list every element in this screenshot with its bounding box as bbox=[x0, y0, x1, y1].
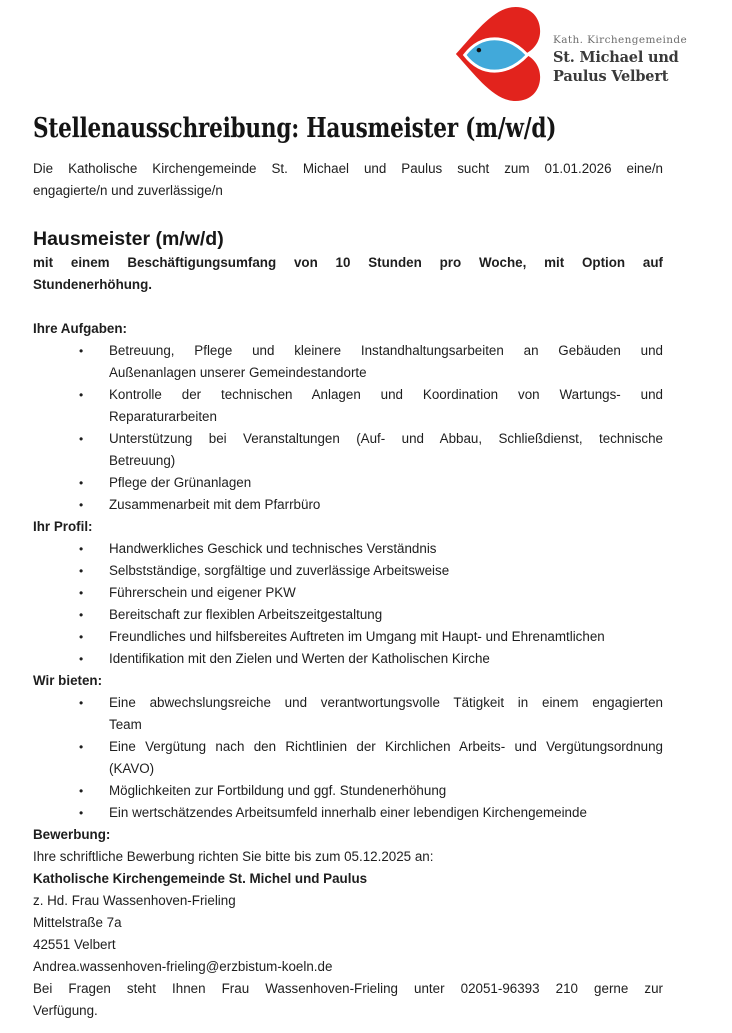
section-heading-profil: Ihr Profil: bbox=[33, 519, 93, 534]
list-item bbox=[33, 538, 663, 560]
contact-note-line-1: Bei Fragen steht Ihnen Frau Wassenhoven-Frieling unter 02051-96393 210 gerne zur bbox=[33, 981, 663, 996]
application-email: Andrea.wassenhoven-frieling@erzbistum-koeln.de bbox=[33, 959, 333, 974]
bullet-icon: • bbox=[79, 784, 84, 798]
list-item-line: Handwerkliches Geschick und technisches Verständnis bbox=[109, 541, 437, 556]
list-item-line: Führerschein und eigener PKW bbox=[109, 585, 296, 600]
application-street: Mittelstraße 7a bbox=[33, 915, 122, 930]
list-item bbox=[33, 384, 663, 428]
intro-paragraph bbox=[33, 158, 663, 202]
list-item-line: Selbstständige, sorgfältige und zuverlässige Arbeitsweise bbox=[109, 563, 450, 578]
list-item-line: Eine Vergütung nach den Richtlinien der Kirchlichen Arbeits- und Vergütungsordnung bbox=[109, 739, 663, 754]
section-heading-aufgaben: Ihre Aufgaben: bbox=[33, 321, 127, 336]
bullet-icon: • bbox=[79, 344, 84, 358]
heart-fish-logo-icon bbox=[448, 6, 548, 102]
list-item-line: Reparaturarbeiten bbox=[109, 409, 217, 424]
list-item bbox=[33, 780, 663, 802]
list-item-line: Betreuung) bbox=[109, 453, 176, 468]
list-item bbox=[33, 692, 663, 736]
list-item-line: Außenanlagen unserer Gemeindestandorte bbox=[109, 365, 367, 380]
list-item-line: Unterstützung bei Veranstaltungen (Auf- und Abbau, Schließdienst, technische bbox=[109, 431, 663, 446]
bullet-icon: • bbox=[79, 586, 84, 600]
org-name-line1: St. Michael und bbox=[553, 49, 679, 66]
org-logo-text bbox=[553, 34, 687, 86]
application-intro: Ihre schriftliche Bewerbung richten Sie bitte bis zum 05.12.2025 an: bbox=[33, 849, 434, 864]
list-item-line: Ein wertschätzendes Arbeitsumfeld innerhalb einer lebendigen Kirchengemeinde bbox=[109, 805, 587, 820]
list-item-line: Kontrolle der technischen Anlagen und Koordination von Wartungs- und bbox=[109, 387, 663, 402]
intro-line-2: engagierte/n und zuverlässige/n bbox=[33, 183, 223, 198]
list-item-line: Möglichkeiten zur Fortbildung und ggf. Stundenerhöhung bbox=[109, 783, 447, 798]
application-block bbox=[33, 824, 663, 1022]
list-item-line: Zusammenarbeit mit dem Pfarrbüro bbox=[109, 497, 321, 512]
application-addressee: Katholische Kirchengemeinde St. Michel und Paulus bbox=[33, 871, 368, 886]
list-item bbox=[33, 560, 663, 582]
list-item bbox=[33, 340, 663, 384]
position-summary bbox=[33, 252, 663, 296]
page-title: Stellenausschreibung: Hausmeister (m/w/d) bbox=[33, 113, 557, 144]
bullet-icon: • bbox=[79, 432, 84, 446]
org-logo bbox=[448, 6, 732, 106]
list-item-line: Identifikation mit den Zielen und Werten der Katholischen Kirche bbox=[109, 651, 490, 666]
list-item bbox=[33, 582, 663, 604]
section-heading-bieten: Wir bieten: bbox=[33, 673, 103, 688]
list-item-line: Pflege der Grünanlagen bbox=[109, 475, 252, 490]
list-item bbox=[33, 736, 663, 780]
list-item bbox=[33, 604, 663, 626]
bullet-icon: • bbox=[79, 740, 84, 754]
list-item-line: Team bbox=[109, 717, 142, 732]
org-type-label: Kath. Kirchengemeinde bbox=[553, 34, 688, 46]
list-item bbox=[33, 802, 663, 824]
list-item-line: Freundliches und hilfsbereites Auftreten im Umgang mit Haupt- und Ehrenamtlichen bbox=[109, 629, 605, 644]
bullet-icon: • bbox=[79, 564, 84, 578]
list-item-line: (KAVO) bbox=[109, 761, 155, 776]
contact-note-line-2: Verfügung. bbox=[33, 1003, 98, 1018]
bullet-icon: • bbox=[79, 630, 84, 644]
list-item bbox=[33, 472, 663, 494]
application-city: 42551 Velbert bbox=[33, 937, 116, 952]
position-heading: Hausmeister (m/w/d) bbox=[33, 228, 224, 250]
list-item-line: Betreuung, Pflege und kleinere Instandhaltungsarbeiten an Gebäuden und bbox=[109, 343, 663, 358]
bullet-icon: • bbox=[79, 542, 84, 556]
list-item bbox=[33, 648, 663, 670]
list-item-line: Bereitschaft zur flexiblen Arbeitszeitgestaltung bbox=[109, 607, 383, 622]
fish-eye-icon bbox=[477, 48, 482, 53]
list-item-line: Eine abwechslungsreiche und verantwortungsvolle Tätigkeit in einem engagierten bbox=[109, 695, 663, 710]
application-attn: z. Hd. Frau Wassenhoven-Frieling bbox=[33, 893, 236, 908]
bullet-icon: • bbox=[79, 608, 84, 622]
bullet-icon: • bbox=[79, 806, 84, 820]
bullet-icon: • bbox=[79, 476, 84, 490]
list-item bbox=[33, 626, 663, 648]
intro-line-1: Die Katholische Kirchengemeinde St. Michael und Paulus sucht zum 01.01.2026 eine/n bbox=[33, 161, 663, 176]
section-heading-bewerbung: Bewerbung: bbox=[33, 827, 111, 842]
list-item bbox=[33, 494, 663, 516]
org-name-line2: Paulus Velbert bbox=[553, 68, 669, 85]
bullet-icon: • bbox=[79, 652, 84, 666]
bullet-icon: • bbox=[79, 498, 84, 512]
bullet-icon: • bbox=[79, 696, 84, 710]
position-line-2: Stundenerhöhung. bbox=[33, 277, 153, 292]
position-line-1: mit einem Beschäftigungsumfang von 10 Stunden pro Woche, mit Option auf bbox=[33, 255, 663, 270]
list-item bbox=[33, 428, 663, 472]
bullet-icon: • bbox=[79, 388, 84, 402]
